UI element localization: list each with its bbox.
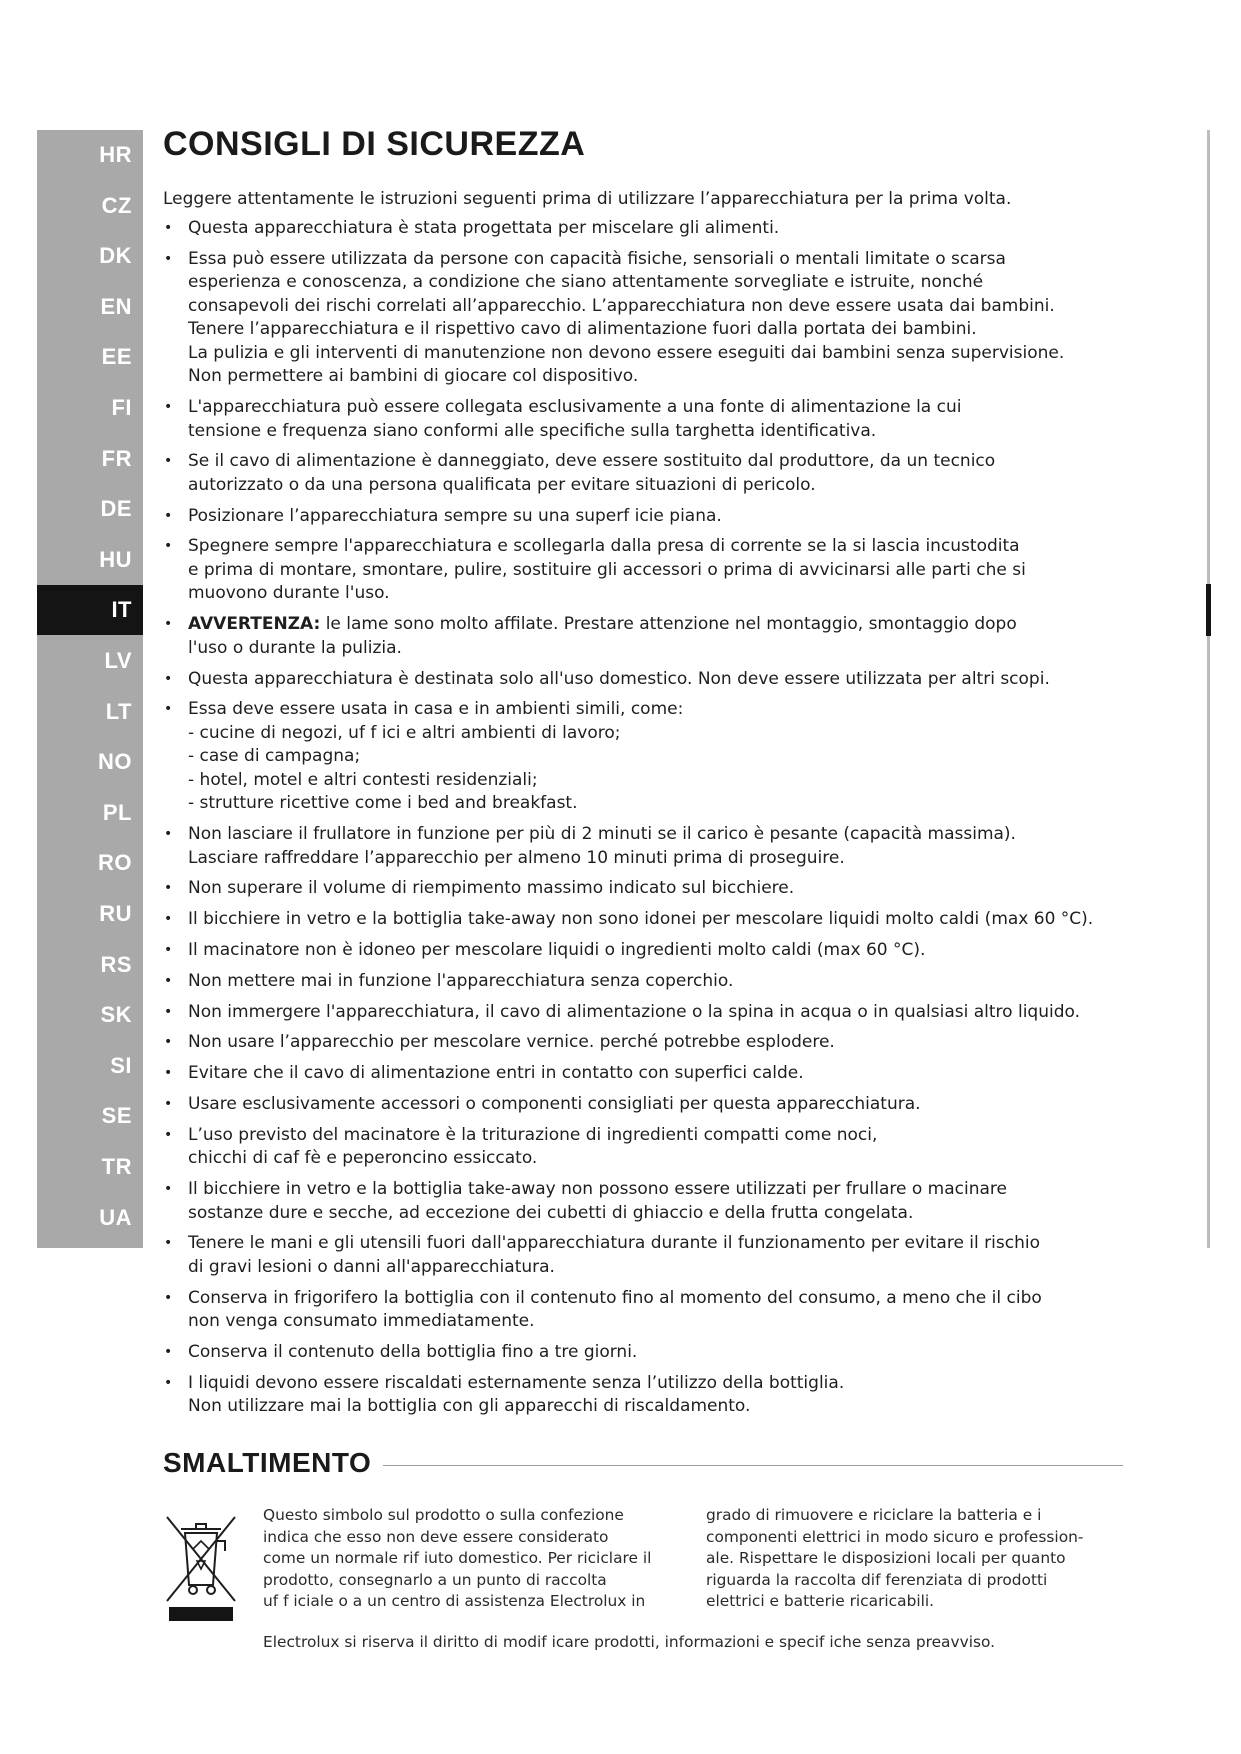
warning-label: AVVERTENZA: — [188, 614, 321, 635]
language-tab-lt[interactable]: LT — [105, 698, 132, 724]
crossed-out-bin-icon — [163, 1511, 239, 1621]
safety-item: • Usare esclusivamente accessori o componenti consigliati per questa apparecchiatura. — [163, 1093, 1163, 1117]
language-tab-it[interactable]: IT — [37, 585, 143, 635]
safety-item — [163, 613, 1163, 660]
language-tab-rs[interactable]: RS — [100, 951, 132, 977]
language-tab-tr[interactable]: TR — [101, 1154, 132, 1179]
safety-item: • Conserva il contenuto della bottiglia fino a tre giorni. — [163, 1341, 1163, 1365]
safety-item: • L’uso previsto del macinatore è la triturazione di ingredienti compatti come noci, chicchi di caf fè e peperoncino essiccato. — [163, 1124, 1163, 1171]
safety-item: • L'apparecchiatura può essere collegata esclusivamente a una fonte di alimentazione la cui tensione e frequenza siano conformi alle specifiche sulla targhetta identificativa. — [163, 396, 1163, 443]
language-tab-se[interactable]: SE — [101, 1103, 132, 1129]
language-sidebar — [37, 130, 143, 1248]
language-tab-hu[interactable]: HU — [99, 546, 132, 572]
safety-item: • Spegnere sempre l'apparecchiatura e scollegarla dalla presa di corrente se la si lascia incustodita e prima di montare, smontare, pulire, sostituire gli accessori o prima di avvicinarsi alle parti che si muovono durante l'uso. — [163, 535, 1163, 606]
language-tab-ua[interactable]: UA — [99, 1204, 132, 1230]
safety-item: • Non usare l’apparecchio per mescolare vernice. perché potrebbe esplodere. — [163, 1031, 1163, 1055]
language-tab-hr[interactable]: HR — [99, 142, 132, 167]
safety-title: CONSIGLI DI SICUREZZA — [163, 125, 586, 163]
language-tab-lv[interactable]: LV — [104, 648, 132, 673]
language-tab-sk[interactable]: SK — [100, 1002, 132, 1028]
disposal-text-col1: Questo simbolo sul prodotto o sulla confezione indica che esso non deve essere considerato come un normale rif iuto domestico. Per riciclare il prodotto, consegnarlo a un punto di raccolta uf f iciale o a un centro di assistenza Electrolux in — [263, 1506, 652, 1610]
safety-item: • Conserva in frigorifero la bottiglia con il contenuto fino al momento del consumo, a meno che il cibo non venga consumato immediatamente. — [163, 1287, 1163, 1334]
safety-item: • Il bicchiere in vetro e la bottiglia take-away non sono idonei per mescolare liquidi molto caldi (max 60 °C). — [163, 908, 1163, 932]
disposal-note: Electrolux si riserva il diritto di modif icare prodotti, informazioni e specif iche senza preavviso. — [263, 1633, 996, 1651]
disposal-title-rule — [383, 1465, 1123, 1466]
right-margin-rule — [1207, 130, 1210, 1248]
disposal-section — [163, 1443, 1123, 1617]
language-tab-pl[interactable]: PL — [102, 799, 132, 825]
safety-item: • Se il cavo di alimentazione è danneggiato, deve essere sostituito dal produttore, da un tecnico autorizzato o da una persona qualificata per evitare situazioni di pericolo. — [163, 450, 1163, 497]
safety-item: • Posizionare l’apparecchiatura sempre su una superf icie piana. — [163, 505, 1163, 529]
safety-item: • Non immergere l'apparecchiatura, il cavo di alimentazione o la spina in acqua o in qualsiasi altro liquido. — [163, 1001, 1163, 1025]
language-tab-ee[interactable]: EE — [101, 344, 132, 370]
disposal-text-col2: grado di rimuovere e riciclare la batteria e i componenti elettrici in modo sicuro e profession- ale. Rispettare le disposizioni locali per quanto riguarda la raccolta dif ferenziata di prodotti elettrici e batterie ricaricabili. — [706, 1506, 1084, 1610]
safety-item: • Essa deve essere usata in casa e in ambienti simili, come: - cucine di negozi, uf f ici e altri ambienti di lavoro; - case di campagna; - hotel, motel e altri contesti residenziali; - strutture ricettive come i bed and breakfast. — [163, 698, 1163, 816]
safety-item: • Il macinatore non è idoneo per mescolare liquidi o ingredienti molto caldi (max 60 °C). — [163, 939, 1163, 963]
language-tab-fi[interactable]: FI — [111, 395, 132, 420]
safety-item: • Non mettere mai in funzione l'apparecchiatura senza coperchio. — [163, 970, 1163, 994]
safety-item: • Tenere le mani e gli utensili fuori dall'apparecchiatura durante il funzionamento per evitare il rischio di gravi lesioni o danni all'apparecchiatura. — [163, 1232, 1163, 1279]
safety-item: • Questa apparecchiatura è stata progettata per miscelare gli alimenti. — [163, 217, 1163, 241]
safety-item: • Il bicchiere in vetro e la bottiglia take-away non possono essere utilizzati per frullare o macinare sostanze dure e secche, ad eccezione dei cubetti di ghiaccio e della frutta congelata. — [163, 1178, 1163, 1225]
safety-item: • Questa apparecchiatura è destinata solo all'uso domestico. Non deve essere utilizzata per altri scopi. — [163, 668, 1163, 692]
safety-intro: Leggere attentamente le istruzioni seguenti prima di utilizzare l’apparecchiatura per la prima volta. — [163, 189, 1012, 209]
language-tab-dk[interactable]: DK — [99, 243, 132, 269]
language-tab-si[interactable]: SI — [110, 1052, 132, 1078]
warning-text: le lame sono molto affilate. Prestare attenzione nel montaggio, smontaggio dopo l'uso o durante la pulizia. — [188, 614, 1017, 658]
safety-item: • I liquidi devono essere riscaldati esternamente senza l’utilizzo della bottiglia. Non utilizzare mai la bottiglia con gli apparecchi di riscaldamento. — [163, 1372, 1163, 1419]
language-tab-cz[interactable]: CZ — [101, 192, 132, 218]
right-margin-marker — [1206, 584, 1211, 636]
language-tab-fr[interactable]: FR — [101, 445, 132, 471]
safety-section — [163, 118, 1163, 1426]
disposal-title: SMALTIMENTO — [163, 1447, 372, 1478]
language-tab-ro[interactable]: RO — [98, 850, 132, 876]
language-tab-de[interactable]: DE — [100, 496, 132, 522]
safety-list — [163, 217, 1163, 1419]
safety-item: • Essa può essere utilizzata da persone con capacità fisiche, sensoriali o mentali limitate o scarsa esperienza e conoscenza, a condizione che siano attentamente sorvegliate e istruite, nonché consapevoli dei rischi correlati all’apparecchio. L’apparecchiatura non deve essere usata dai bambini. Tenere l’apparecchiatura e il rispettivo cavo di alimentazione fuori dalla portata dei bambini. La pulizia e gli interventi di manutenzione non devono essere eseguiti dai bambini senza supervisione. Non permettere ai bambini di giocare col dispositivo. — [163, 248, 1163, 389]
safety-item: • Non lasciare il frullatore in funzione per più di 2 minuti se il carico è pesante (capacità massima). Lasciare raffreddare l’apparecchio per almeno 10 minuti prima di proseguire. — [163, 823, 1163, 870]
language-tab-ru[interactable]: RU — [99, 901, 132, 926]
safety-item: • Evitare che il cavo di alimentazione entri in contatto con superfici calde. — [163, 1062, 1163, 1086]
language-tab-no[interactable]: NO — [98, 749, 132, 775]
language-tab-en[interactable]: EN — [100, 293, 132, 319]
safety-item: • Non superare il volume di riempimento massimo indicato sul bicchiere. — [163, 877, 1163, 901]
